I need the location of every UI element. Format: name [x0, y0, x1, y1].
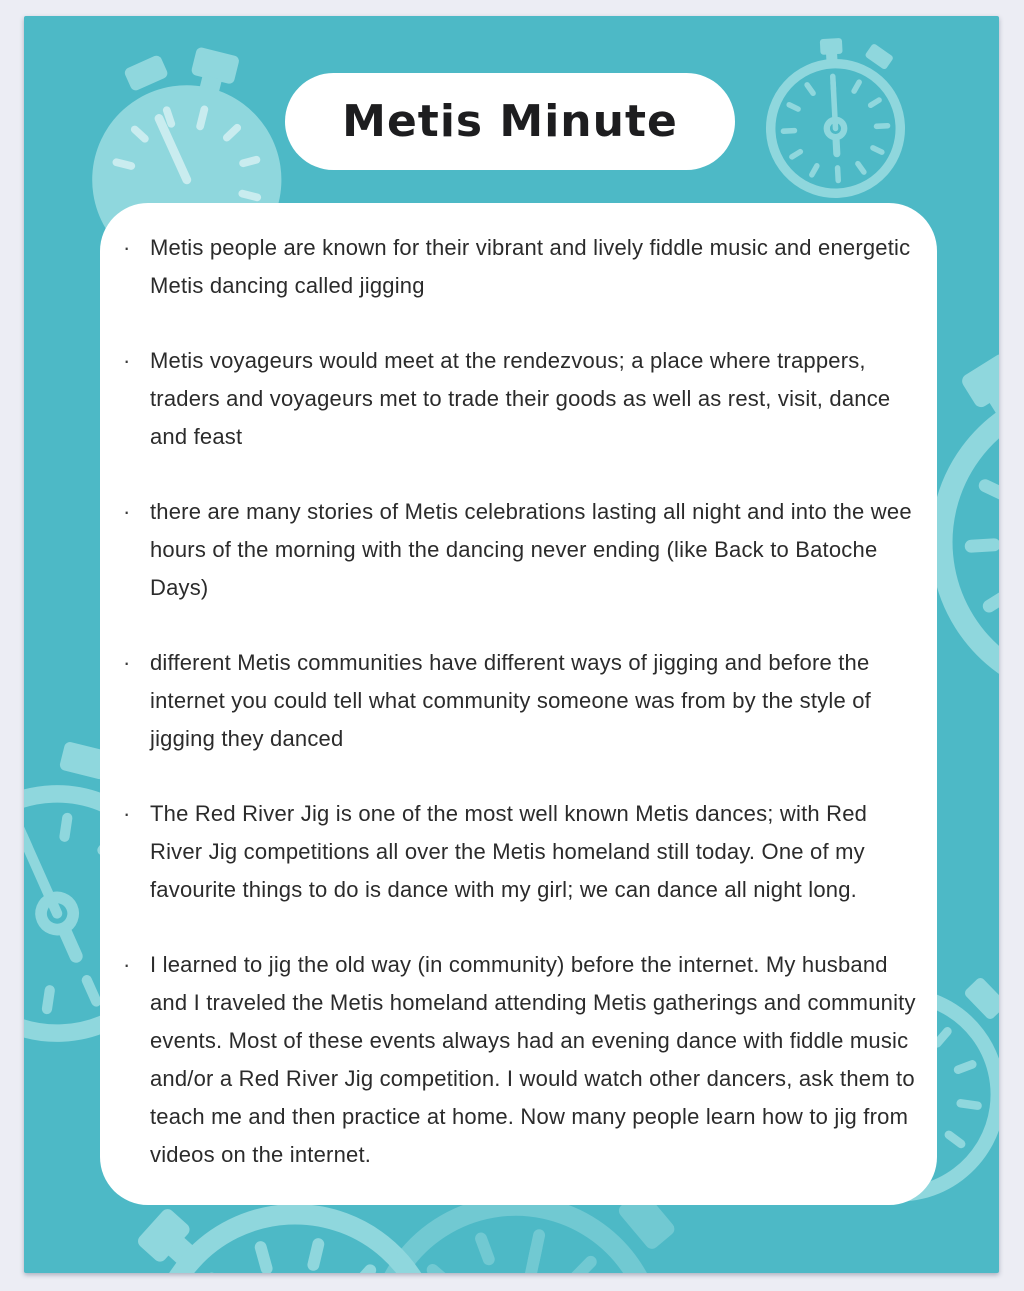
bullet-marker: ·	[123, 499, 131, 524]
bullet-text: Metis voyageurs would meet at the rendezvous; a place where trappers, traders and voyageurs met to trade their goods as well as rest, visit, dance and feast	[150, 348, 891, 449]
list-item	[123, 229, 917, 305]
list-item	[123, 644, 917, 758]
bullet-marker: ·	[123, 348, 131, 373]
content-card	[100, 203, 937, 1205]
page-title: Metis Minute	[342, 96, 678, 147]
bullet-marker: ·	[123, 235, 131, 260]
bullet-text: The Red River Jig is one of the most well known Metis dances; with Red River Jig competitions all over the Metis homeland still today. One of my favourite things to do is dance with my girl; we can dance all night long.	[150, 801, 868, 902]
list-item	[123, 493, 917, 607]
bullet-marker: ·	[123, 952, 131, 977]
bullet-text: Metis people are known for their vibrant and lively fiddle music and energetic Metis dancing called jigging	[150, 235, 911, 298]
worksheet-panel	[24, 16, 999, 1273]
title-badge	[285, 73, 735, 170]
bullet-text: I learned to jig the old way (in community) before the internet. My husband and I traveled the Metis homeland attending Metis gatherings and community events. Most of these events always had an evening dance with fiddle music and/or a Red River Jig competition. I would watch other dancers, ask them to teach me and then practice at home. Now many people learn how to jig from videos on the internet.	[150, 952, 916, 1167]
list-item	[123, 342, 917, 456]
list-item	[123, 946, 917, 1174]
bullet-marker: ·	[123, 801, 131, 826]
bullet-text: there are many stories of Metis celebrations lasting all night and into the wee hours of the morning with the dancing never ending (like Back to Batoche Days)	[150, 499, 912, 600]
list-item	[123, 795, 917, 909]
bullet-list	[123, 229, 917, 1174]
stopwatch-icon	[752, 28, 919, 210]
bullet-text: different Metis communities have different ways of jigging and before the internet you could tell what community someone was from by the style of jigging they danced	[150, 650, 871, 751]
bullet-marker: ·	[123, 650, 131, 675]
